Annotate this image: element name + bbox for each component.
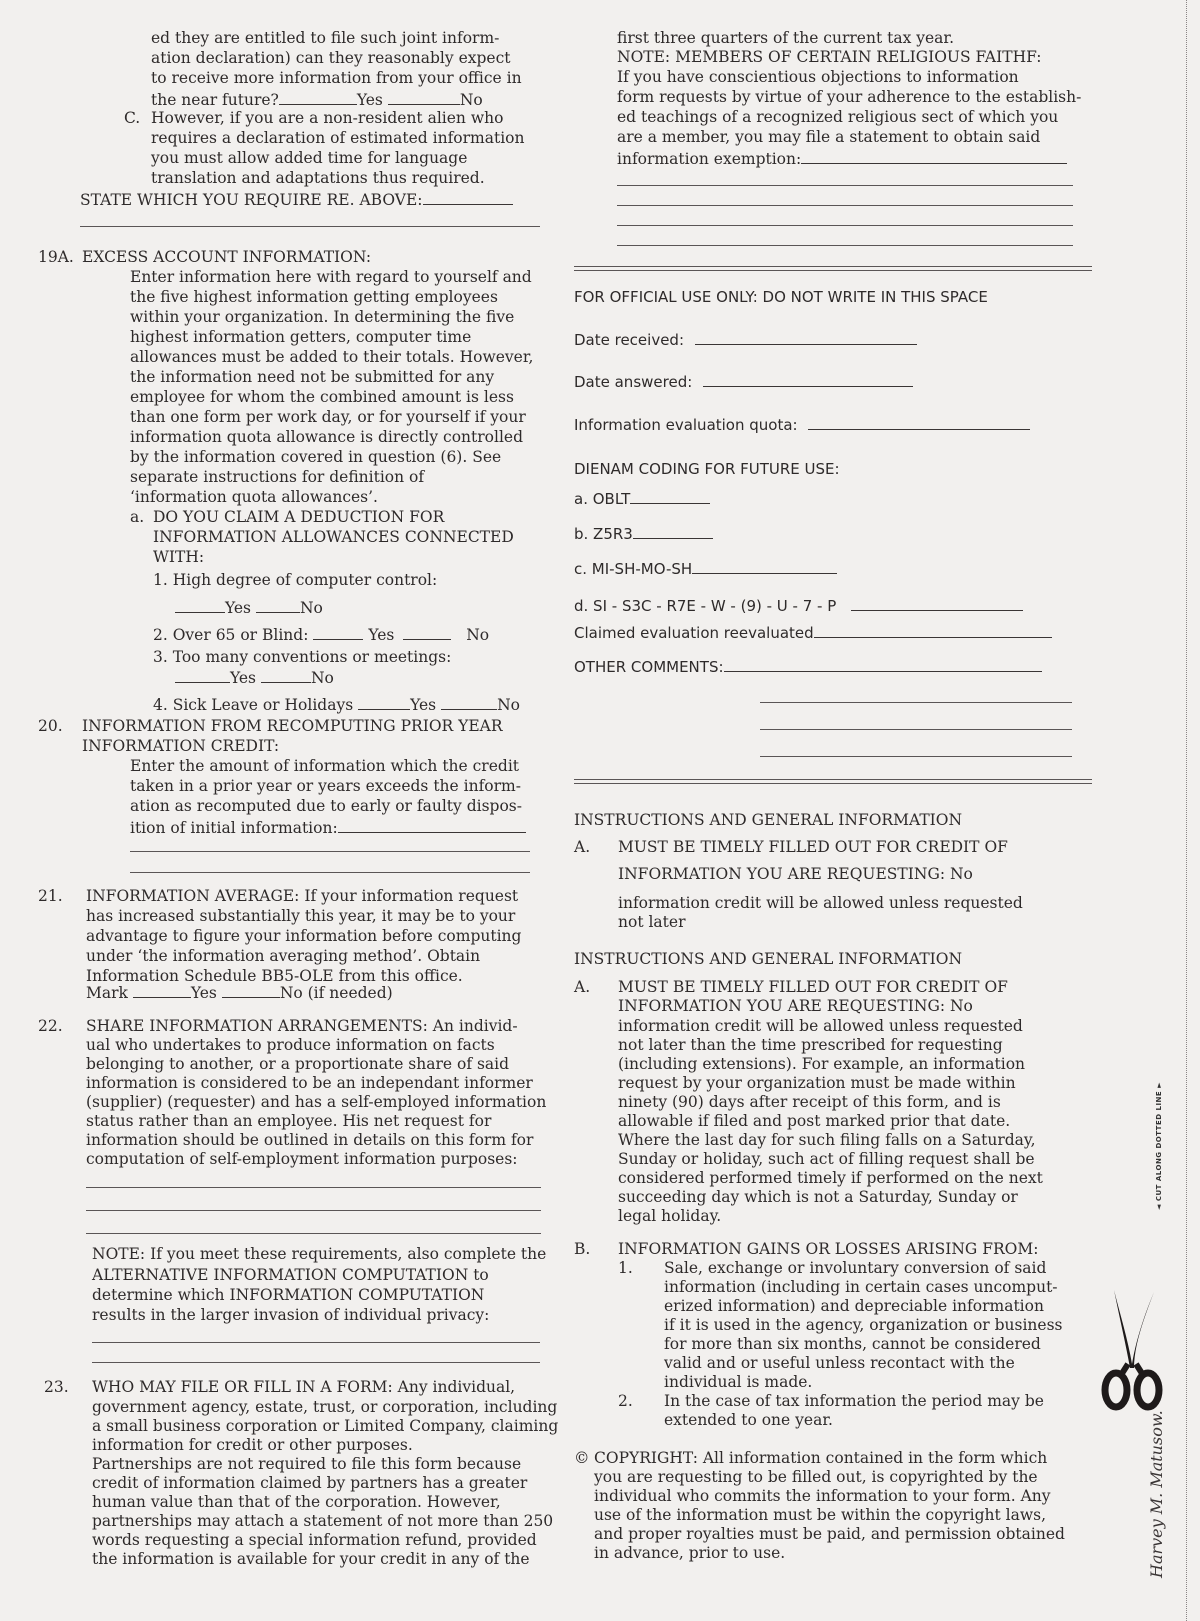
instr2-b-title: INFORMATION GAINS OR LOSSES ARISING FROM: xyxy=(618,1240,1039,1258)
item-computer-control: 1. High degree of computer control: xyxy=(153,571,438,589)
s19-body-line: ‘information quota allowances’. xyxy=(130,488,378,506)
c-line: you must allow added time for language xyxy=(151,149,468,167)
answer-line[interactable] xyxy=(617,225,1073,226)
instr1-line: not later xyxy=(618,913,686,931)
b2-line: extended to one year. xyxy=(664,1411,833,1429)
instr2-a-line: not later than the time prescribed for requesting xyxy=(618,1036,1003,1054)
note-line: determine which INFORMATION COMPUTATION xyxy=(92,1286,485,1304)
yes-blank[interactable] xyxy=(358,694,410,710)
code-b-row xyxy=(574,523,713,545)
instr2-a-line: Where the last day for such filing falls on a Saturday, xyxy=(618,1131,1036,1149)
no-blank[interactable] xyxy=(256,597,300,613)
yes-blank[interactable] xyxy=(313,624,363,640)
yes-label: Yes xyxy=(225,599,252,617)
other-comments-field[interactable] xyxy=(724,656,1042,672)
yes-blank[interactable] xyxy=(175,597,225,613)
instr2-a-line: Sunday or holiday, such act of filling request shall be xyxy=(618,1150,1035,1168)
cut-label-text: CUT ALONG DOTTED LINE xyxy=(1155,1090,1163,1202)
no-blank[interactable] xyxy=(403,624,451,640)
right-top-line: ed teachings of a recognized religious sect of which you xyxy=(617,108,1059,126)
s23-line: a small business corporation or Limited Company, claiming xyxy=(92,1417,559,1435)
b1-label: 1. xyxy=(618,1259,633,1277)
answer-line[interactable] xyxy=(92,1342,540,1343)
s23-line: human value than that of the corporation. However, xyxy=(92,1493,501,1511)
s20-body-line: taken in a prior year or years exceeds the inform- xyxy=(130,777,521,795)
code-d-row xyxy=(574,595,1023,617)
note-line: ALTERNATIVE INFORMATION COMPUTATION to xyxy=(92,1266,489,1284)
c-line: requires a declaration of estimated information xyxy=(151,129,525,147)
s23-line: partnerships may attach a statement of not more than 250 xyxy=(92,1512,554,1530)
s23-line: WHO MAY FILE OR FILL IN A FORM: Any individual, xyxy=(92,1378,516,1396)
code-b-field[interactable] xyxy=(633,523,713,539)
b1-line: individual is made. xyxy=(664,1373,813,1391)
instr2-label-a: A. xyxy=(574,978,591,996)
section-20-number: 20. xyxy=(38,717,63,735)
c-line: translation and adaptations thus required. xyxy=(151,169,485,187)
code-c-label: c. MI-SH-MO-SH xyxy=(574,560,693,578)
s19-body-line: employee for whom the combined amount is less xyxy=(130,388,514,406)
instr2-label-b: B. xyxy=(574,1240,591,1258)
exemption-blank[interactable] xyxy=(801,148,1067,164)
date-answered-label: Date answered: xyxy=(574,373,693,391)
s22-line: computation of self-employment information purposes: xyxy=(86,1150,518,1168)
s19-body-line: the five highest information getting employees xyxy=(130,288,498,306)
no-if-needed-label: No (if needed) xyxy=(279,984,393,1002)
s19-body-line: allowances must be added to their totals. However, xyxy=(130,348,534,366)
dotted-cut-line xyxy=(1186,0,1187,1621)
other-comments-label: OTHER COMMENTS: xyxy=(574,658,724,676)
yes-label: Yes xyxy=(356,91,383,109)
s19-body-line: Enter information here with regard to yourself and xyxy=(130,268,532,286)
right-column xyxy=(560,0,1180,1621)
instr1-line: INFORMATION YOU ARE REQUESTING: No xyxy=(618,865,973,883)
s22-line: information is considered to be an independant informer xyxy=(86,1074,533,1092)
mark-label: Mark xyxy=(86,984,128,1002)
no-label: No xyxy=(497,696,520,714)
instr2-a-line: allowable if filed and post marked prior that date. xyxy=(618,1112,1011,1130)
other-comments-row xyxy=(574,656,1042,678)
note-line: results in the larger invasion of individual privacy: xyxy=(92,1306,490,1324)
s19-body-line: separate instructions for definition of xyxy=(130,468,425,486)
right-top-line: are a member, you may file a statement to obtain said xyxy=(617,128,1041,146)
s22-line: belonging to another, or a proportionate share of said xyxy=(86,1055,510,1073)
s19a-a-line: WITH: xyxy=(153,548,205,566)
yes-label: Yes xyxy=(410,696,437,714)
s20-last-row xyxy=(130,817,526,839)
c-line: However, if you are a non-resident alien who xyxy=(151,109,504,127)
copyright-line: you are requesting to be filled out, is copyrighted by the xyxy=(594,1468,1038,1486)
code-d-field[interactable] xyxy=(851,595,1023,611)
dienam-title: DIENAM CODING FOR FUTURE USE: xyxy=(574,460,840,478)
instr1-line: information credit will be allowed unless requested xyxy=(618,894,1023,912)
no-blank[interactable] xyxy=(441,694,497,710)
s23-line: credit of information claimed by partners has a greater xyxy=(92,1474,528,1492)
no-label: No xyxy=(310,669,334,687)
yes-label: Yes xyxy=(190,984,217,1002)
no-blank[interactable] xyxy=(388,89,460,105)
yes-blank[interactable] xyxy=(175,667,230,683)
copyright-line: COPYRIGHT: All information contained in the form which xyxy=(594,1449,1048,1467)
s21-line: advantage to figure your information before computing xyxy=(86,927,522,945)
over-65-row xyxy=(153,624,489,646)
code-b-label: b. Z5R3 xyxy=(574,525,633,543)
copyright-line: and proper royalties must be paid, and permission obtained xyxy=(594,1525,1065,1543)
copyright-icon: © xyxy=(574,1449,590,1467)
state-blank[interactable] xyxy=(423,189,513,205)
s23-line: information for credit or other purposes. xyxy=(92,1436,413,1454)
copyright-line: use of the information must be within the copyright laws, xyxy=(594,1506,1047,1524)
sick-leave-row xyxy=(153,694,520,716)
instructions-title: INSTRUCTIONS AND GENERAL INFORMATION xyxy=(574,950,963,968)
code-a-row xyxy=(574,488,710,510)
item-sick-leave: 4. Sick Leave or Holidays xyxy=(153,696,354,714)
s19-body-line: within your organization. In determining the five xyxy=(130,308,515,326)
s22-line: ual who undertakes to produce information on facts xyxy=(86,1036,495,1054)
s19-body-line: than one form per work day, or for yourself if your xyxy=(130,408,526,426)
s19a-a-line: DO YOU CLAIM A DEDUCTION FOR xyxy=(153,508,445,526)
instr2-a-line: considered performed timely if performed on the next xyxy=(618,1169,1043,1187)
s21-line: under ‘the information averaging method’. Obtain xyxy=(86,947,481,965)
claimed-field[interactable] xyxy=(814,622,1052,638)
s21-line: has increased substantially this year, it may be to your xyxy=(86,907,516,925)
instr2-a-line: ninety (90) days after receipt of this form, and is xyxy=(618,1093,1001,1111)
c-label: C. xyxy=(124,109,141,127)
eval-quota-label: Information evaluation quota: xyxy=(574,416,798,434)
exemption-label: information exemption: xyxy=(617,150,802,168)
cut-label: ◄ CUT ALONG DOTTED LINE ► xyxy=(1155,1081,1163,1210)
s20-answer-blank[interactable] xyxy=(338,817,526,833)
no-blank[interactable] xyxy=(222,982,280,998)
s19a-a-line: INFORMATION ALLOWANCES CONNECTED xyxy=(153,528,514,546)
instructions-title: INSTRUCTIONS AND GENERAL INFORMATION xyxy=(574,811,963,829)
near-future-label: the near future? xyxy=(151,91,279,109)
note-line: NOTE: If you meet these requirements, also complete the xyxy=(92,1245,547,1263)
answer-line[interactable] xyxy=(760,756,1072,757)
right-top-line: NOTE: MEMBERS OF CERTAIN RELIGIOUS FAITHF: xyxy=(617,48,1042,66)
instr2-a-line: (including extensions). For example, an information xyxy=(618,1055,1026,1073)
s19a-a-label: a. xyxy=(130,508,145,526)
instr2-a-line: request by your organization must be made within xyxy=(618,1074,1016,1092)
b1-line: valid and or useful unless recontact with the xyxy=(664,1354,1015,1372)
code-c-field[interactable] xyxy=(692,558,837,574)
section-divider xyxy=(574,779,1092,784)
s22-line: (supplier) (requester) and has a self-employed information xyxy=(86,1093,547,1111)
intro-line: ed they are entitled to file such joint inform- xyxy=(151,29,500,47)
official-use-title: FOR OFFICIAL USE ONLY: DO NOT WRITE IN THIS SPACE xyxy=(574,288,988,306)
signature: Harvey M. Matusow. xyxy=(1147,1410,1166,1578)
near-future-row xyxy=(151,89,483,111)
s21-line: Information Schedule BB5-OLE from this office. xyxy=(86,967,463,985)
s23-line: government agency, estate, trust, or corporation, including xyxy=(92,1398,558,1416)
section-23-number: 23. xyxy=(44,1378,69,1396)
date-answered-row xyxy=(574,371,913,393)
s23-line: Partnerships are not required to file this form because xyxy=(92,1455,522,1473)
s20-body-line: ation as recomputed due to early or faulty dispos- xyxy=(130,797,522,815)
b1-line: information (including in certain cases uncomput- xyxy=(664,1278,1058,1296)
state-row xyxy=(80,189,513,211)
code-a-field[interactable] xyxy=(630,488,710,504)
date-received-field[interactable] xyxy=(695,329,917,345)
s22-line: status rather than an employee. His net request for xyxy=(86,1112,492,1130)
no-label: No xyxy=(459,91,483,109)
answer-line[interactable] xyxy=(86,1210,541,1211)
no-blank[interactable] xyxy=(261,667,311,683)
s20-body-line: Enter the amount of information which the credit xyxy=(130,757,519,775)
section-22-number: 22. xyxy=(38,1017,63,1035)
b1-line: for more than six months, cannot be considered xyxy=(664,1335,1041,1353)
instr1-label-a: A. xyxy=(574,838,591,856)
instr2-a-line: legal holiday. xyxy=(618,1207,722,1225)
item-conventions: 3. Too many conventions or meetings: xyxy=(153,648,452,666)
answer-line[interactable] xyxy=(760,702,1072,703)
s22-line: SHARE INFORMATION ARRANGEMENTS: An individ- xyxy=(86,1017,518,1035)
yes-label: Yes xyxy=(368,626,395,644)
s22-line: information should be outlined in details on this form for xyxy=(86,1131,534,1149)
yes-label: Yes xyxy=(230,669,257,687)
scissors-icon xyxy=(1090,1290,1174,1420)
right-top-line: first three quarters of the current tax year. xyxy=(617,29,955,47)
section-21-number: 21. xyxy=(38,887,63,905)
copyright-line: individual who commits the information to your form. Any xyxy=(594,1487,1051,1505)
code-c-row xyxy=(574,558,837,580)
s23-line: words requesting a special information refund, provided xyxy=(92,1531,537,1549)
item-over-65: 2. Over 65 or Blind: xyxy=(153,626,309,644)
date-received-row xyxy=(574,329,917,351)
b1-line: Sale, exchange or involuntary conversion of said xyxy=(664,1259,1047,1277)
no-label: No xyxy=(299,599,323,617)
instr2-a-line: INFORMATION YOU ARE REQUESTING: No xyxy=(618,997,973,1015)
section-20-title: INFORMATION FROM RECOMPUTING PRIOR YEAR xyxy=(82,717,503,735)
section-19a-number: 19A. xyxy=(38,248,74,266)
s19-body-line: by the information covered in question (6). See xyxy=(130,448,502,466)
eval-quota-field[interactable] xyxy=(808,414,1030,430)
copyright-line: in advance, prior to use. xyxy=(594,1544,786,1562)
b2-line: In the case of tax information the period may be xyxy=(664,1392,1044,1410)
instr1-line: MUST BE TIMELY FILLED OUT FOR CREDIT OF xyxy=(618,838,1008,856)
answer-line[interactable] xyxy=(617,185,1073,186)
right-top-line: form requests by virtue of your adherence to the establish- xyxy=(617,88,1082,106)
intro-line: ation declaration) can they reasonably expect xyxy=(151,49,511,67)
claimed-row xyxy=(574,622,1052,644)
s19-body-line: highest information getters, computer time xyxy=(130,328,472,346)
s23-line: the information is available for your credit in any of the xyxy=(92,1550,530,1568)
answer-line[interactable] xyxy=(130,872,530,873)
answer-line[interactable] xyxy=(86,1233,541,1234)
code-d-label: d. SI - S3C - R7E - W - (9) - U - 7 - P xyxy=(574,597,837,615)
s21-mark-row xyxy=(86,982,393,1004)
s21-line: INFORMATION AVERAGE: If your information request xyxy=(86,887,519,905)
answer-line[interactable] xyxy=(92,1362,540,1363)
b1-line: erized information) and depreciable information xyxy=(664,1297,1044,1315)
answer-line[interactable] xyxy=(760,729,1072,730)
s19-body-line: the information need not be submitted for any xyxy=(130,368,495,386)
date-answered-field[interactable] xyxy=(703,371,913,387)
date-received-label: Date received: xyxy=(574,331,685,349)
answer-line[interactable] xyxy=(130,851,530,852)
answer-line[interactable] xyxy=(617,205,1073,206)
instr2-a-line: information credit will be allowed unless requested xyxy=(618,1017,1023,1035)
claimed-label: Claimed evaluation reevaluated xyxy=(574,624,814,642)
b1-line: if it is used in the agency, organization or business xyxy=(664,1316,1063,1334)
instr2-a-line: MUST BE TIMELY FILLED OUT FOR CREDIT OF xyxy=(618,978,1008,996)
eval-quota-row xyxy=(574,414,1030,436)
b2-label: 2. xyxy=(618,1392,633,1410)
left-column xyxy=(0,0,560,1621)
section-divider xyxy=(574,266,1092,271)
intro-line: to receive more information from your office in xyxy=(151,69,522,87)
no-label: No xyxy=(466,626,490,644)
answer-line[interactable] xyxy=(86,1187,541,1188)
computer-control-row xyxy=(175,597,323,619)
s20-last-line: ition of initial information: xyxy=(130,819,338,837)
answer-line[interactable] xyxy=(80,226,540,227)
code-a-label: a. OBLT xyxy=(574,490,631,508)
state-label: STATE WHICH YOU REQUIRE RE. ABOVE: xyxy=(80,191,423,209)
exemption-row xyxy=(617,148,1067,170)
instr2-a-line: succeeding day which is not a Saturday, Sunday or xyxy=(618,1188,1018,1206)
section-19a-title: EXCESS ACCOUNT INFORMATION: xyxy=(82,248,372,266)
answer-line[interactable] xyxy=(617,245,1073,246)
s19-body-line: information quota allowance is directly controlled xyxy=(130,428,524,446)
section-20-title: INFORMATION CREDIT: xyxy=(82,737,280,755)
conventions-row xyxy=(175,667,334,689)
yes-blank[interactable] xyxy=(279,89,357,105)
yes-blank[interactable] xyxy=(133,982,191,998)
right-top-line: If you have conscientious objections to information xyxy=(617,68,1019,86)
